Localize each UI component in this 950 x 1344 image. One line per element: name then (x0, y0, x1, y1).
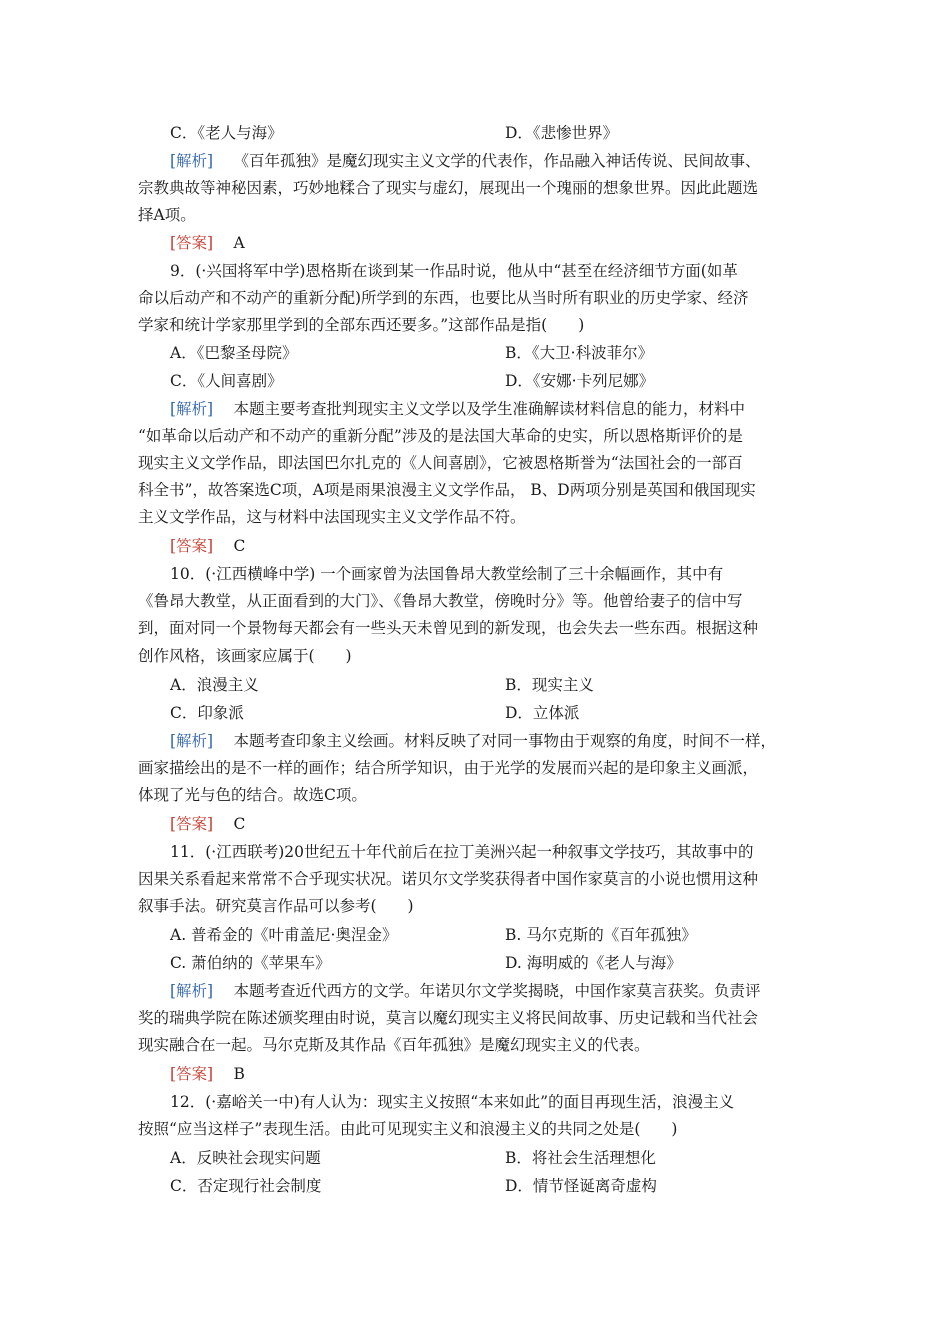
q9-stem-line-3: 学家和统计学家那里学到的全部东西还要多。”这部作品是指( ) (138, 316, 585, 334)
q9-option-b: B．《大卫·科波菲尔》 (505, 344, 654, 362)
q9-analysis-line-1 (170, 399, 860, 419)
analysis-tag: [解析] (170, 732, 214, 750)
q10-option-b: B．现实主义 (505, 676, 594, 694)
answer-value: A (233, 234, 245, 252)
q9-analysis-line-5: 主义文学作品，这与材料中法国现实主义文学作品不符。 (138, 508, 526, 526)
q9-stem-line-2: 命以后动产和不动产的重新分配)所学到的东西，也要比从当时所有职业的历史学家、经济 (138, 289, 749, 307)
q12-option-a: A．反映社会现实问题 (170, 1149, 321, 1167)
answer-tag: [答案] (170, 815, 214, 833)
q8-analysis-line-3: 择A项。 (138, 206, 196, 224)
q9-stem-line-1: 9．(·兴国将军中学)恩格斯在谈到某一作品时说，他从中“甚至在经济细节方面(如革 (170, 262, 738, 280)
q10-option-c: C．印象派 (170, 704, 244, 722)
q10-analysis-line-3: 体现了光与色的结合。故选C项。 (138, 786, 367, 804)
q9-option-c: C．《人间喜剧》 (170, 372, 283, 390)
q9-answer (170, 536, 860, 556)
analysis-tag: [解析] (170, 982, 214, 1000)
q12-option-c: C．否定现行社会制度 (170, 1177, 322, 1195)
q12-option-b: B．将社会生活理想化 (505, 1149, 656, 1167)
q11-stem-line-1: 11．(·江西联考)20世纪五十年代前后在拉丁美洲兴起一种叙事文学技巧，其故事中的 (170, 843, 754, 861)
q11-stem-line-3: 叙事手法。研究莫言作品可以参考( ) (138, 897, 414, 915)
q9-option-d: D．《安娜·卡列尼娜》 (505, 372, 655, 390)
analysis-tag: [解析] (170, 152, 214, 170)
q11-analysis-line-3: 现实融合在一起。马尔克斯及其作品《百年孤独》是魔幻现实主义的代表。 (138, 1036, 650, 1054)
q10-option-d: D．立体派 (505, 704, 580, 722)
q10-option-a: A．浪漫主义 (170, 676, 259, 694)
answer-value: B (233, 1065, 245, 1083)
q10-stem-line-1: 10．(·江西横峰中学) 一个画家曾为法国鲁昂大教堂绘制了三十余幅画作，其中有 (170, 565, 724, 583)
q9-analysis-line-4: 科全书”，故答案选C项，A项是雨果浪漫主义文学作品， B、D两项分别是英国和俄国现实 (138, 481, 756, 499)
q8-analysis-line-1 (170, 151, 860, 171)
answer-tag: [答案] (170, 1065, 214, 1083)
q10-stem-line-4: 创作风格，该画家应属于( ) (138, 647, 352, 665)
q10-analysis-line-2: 画家描绘出的是不一样的画作；结合所学知识，由于光学的发展而兴起的是印象主义画派， (138, 759, 759, 777)
q10-analysis-line-1 (170, 731, 860, 751)
analysis-text: 本题考查近代西方的文学。年诺贝尔文学奖揭晓，中国作家莫言获奖。负责评 (233, 982, 761, 1000)
q9-option-a: A．《巴黎圣母院》 (170, 344, 298, 362)
q8-answer (170, 233, 860, 253)
answer-tag: [答案] (170, 537, 214, 555)
analysis-text: 本题主要考查批判现实主义文学以及学生准确解读材料信息的能力，材料中 (233, 400, 746, 418)
q11-option-c: C. 萧伯纳的《苹果车》 (170, 954, 331, 972)
q8-option-d: D．《悲惨世界》 (505, 124, 619, 142)
q12-stem-line-2: 按照“应当这样子”表现生活。由此可见现实主义和浪漫主义的共同之处是( ) (138, 1120, 678, 1138)
q11-option-d: D. 海明威的《老人与海》 (505, 954, 682, 972)
q10-answer (170, 814, 860, 834)
answer-tag: [答案] (170, 234, 214, 252)
q9-analysis-line-3: 现实主义文学作品，即法国巴尔扎克的《人间喜剧》，它被恩格斯誉为“法国社会的一部百 (138, 454, 743, 472)
q10-stem-line-3: 到，面对同一个景物每天都会有一些头天未曾见到的新发现，也会失去一些东西。根据这种 (138, 619, 759, 637)
q12-stem-line-1: 12．(·嘉峪关一中)有人认为：现实主义按照“本来如此”的面目再现生活，浪漫主义 (170, 1093, 735, 1111)
analysis-text: 《百年孤独》是魔幻现实主义文学的代表作，作品融入神话传说、民间故事、 (233, 152, 761, 170)
answer-value: C (233, 537, 246, 555)
q11-answer (170, 1064, 860, 1084)
analysis-text: 本题考查印象主义绘画。材料反映了对同一事物由于观察的角度，时间不一样， (233, 732, 777, 750)
q11-analysis-line-2: 奖的瑞典学院在陈述颁奖理由时说，莫言以魔幻现实主义将民间故事、历史记载和当代社会 (138, 1009, 759, 1027)
q11-analysis-line-1 (170, 981, 860, 1001)
q11-stem-line-2: 因果关系看起来常常不合乎现实状况。诺贝尔文学奖获得者中国作家莫言的小说也惯用这种 (138, 870, 759, 888)
q10-stem-line-2: 《鲁昂大教堂，从正面看到的大门》、《鲁昂大教堂，傍晚时分》等。他曾给妻子的信中写 (138, 592, 743, 610)
q12-option-d: D．情节怪诞离奇虚构 (505, 1177, 657, 1195)
q9-analysis-line-2: “如革命以后动产和不动产的重新分配”涉及的是法国大革命的史实，所以恩格斯评价的是 (138, 427, 743, 445)
q11-option-b: B. 马尔克斯的《百年孤独》 (505, 926, 697, 944)
q8-analysis-line-2: 宗教典故等神秘因素，巧妙地糅合了现实与虚幻，展现出一个瑰丽的想象世界。因此此题选 (138, 179, 759, 197)
analysis-tag: [解析] (170, 400, 214, 418)
q8-option-c: C．《老人与海》 (170, 124, 283, 142)
q11-option-a: A. 普希金的《叶甫盖尼·奥涅金》 (170, 926, 398, 944)
answer-value: C (233, 815, 246, 833)
